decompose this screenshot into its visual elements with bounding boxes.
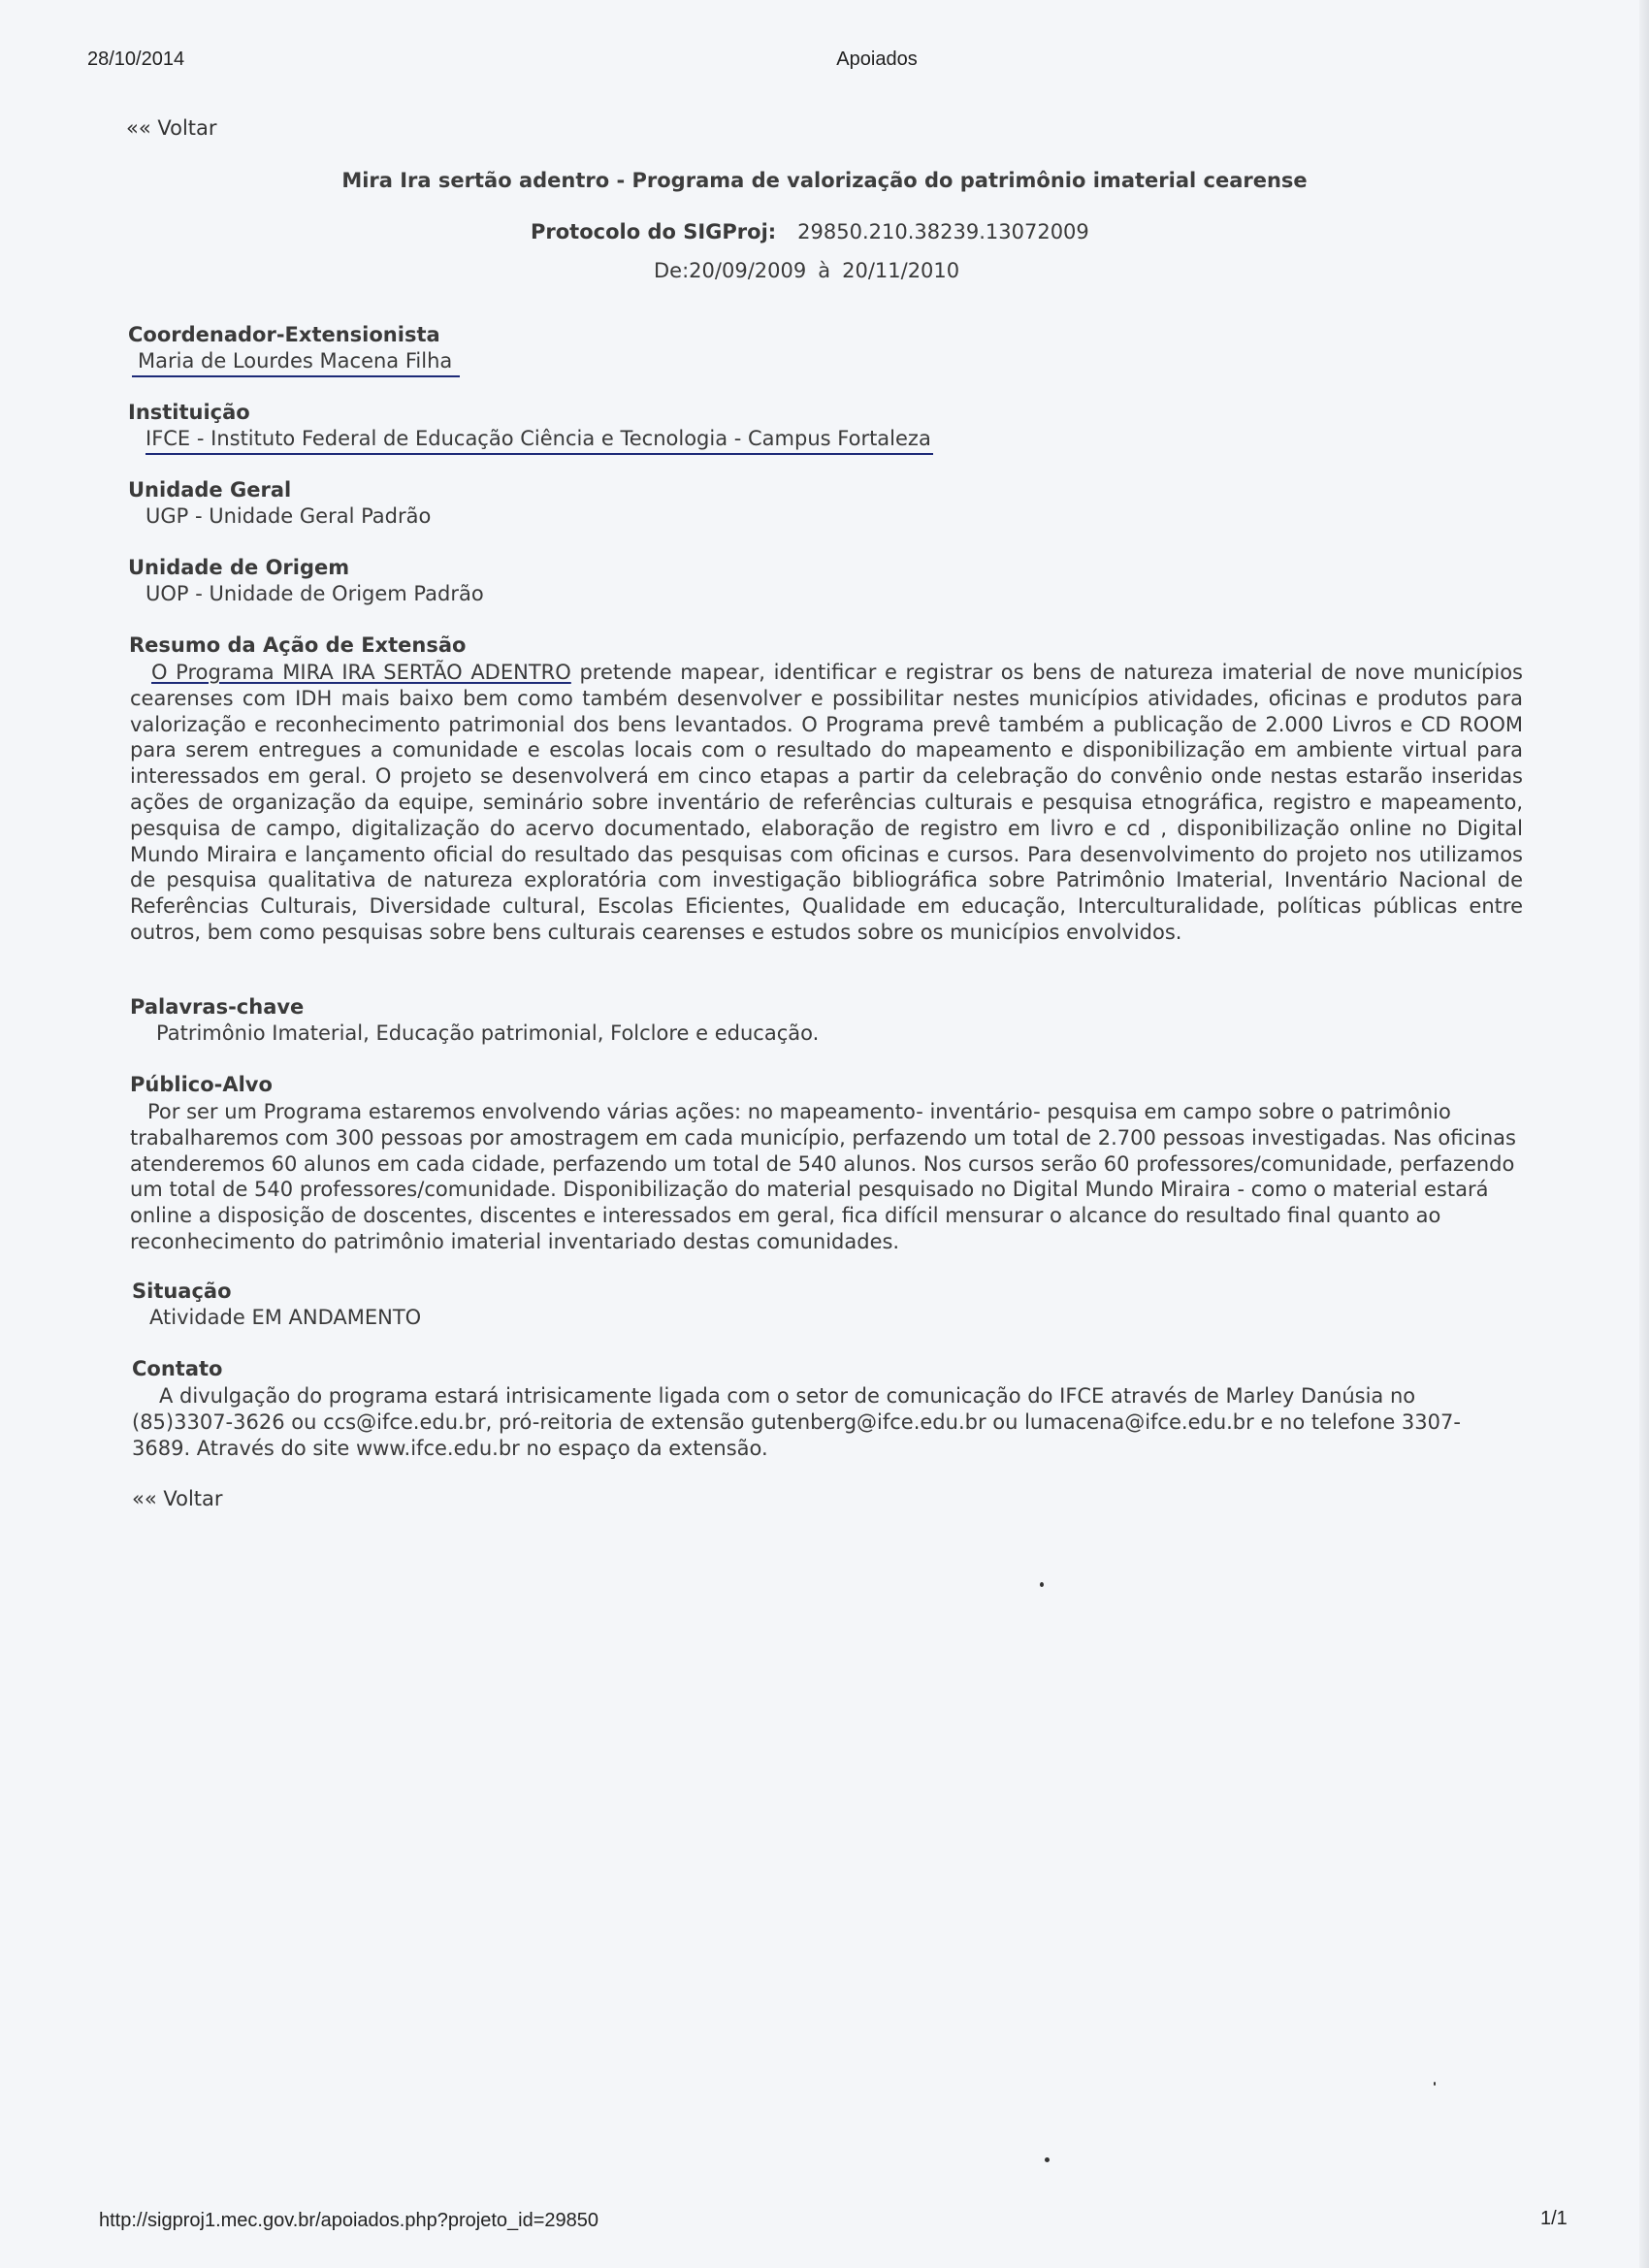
back-link-bottom[interactable]: «« Voltar [132,1487,223,1510]
period-separator: à [818,259,831,282]
instituicao-value-wrap [146,427,933,450]
resumo-lead: O Programa MIRA IRA SERTÃO ADENTRO [151,661,571,684]
protocol-value: 29850.210.38239.13072009 [797,220,1089,243]
period-start: 20/09/2009 [689,259,807,282]
print-page-number: 1/1 [1540,2208,1568,2229]
contato-label: Contato [132,1357,223,1380]
period-end: 20/11/2010 [842,259,960,282]
back-link-top[interactable]: «« Voltar [126,116,217,140]
situacao-label: Situação [132,1280,232,1303]
project-title: Mira Ira sertão adentro - Programa de valorização do patrimônio imaterial cearense [341,169,1308,192]
protocol-label: Protocolo do SIGProj: [531,220,777,243]
palavras-chave-value: Patrimônio Imaterial, Educação patrimonial, Folclore e educação. [156,1021,820,1045]
resumo-text [130,660,1523,946]
unidade-geral-label: Unidade Geral [128,478,292,502]
print-url: http://sigproj1.mec.gov.br/apoiados.php?projeto_id=29850 [99,2210,598,2231]
unidade-origem-label: Unidade de Origem [128,556,350,579]
unidade-origem-value: UOP - Unidade de Origem Padrão [146,582,484,605]
publico-alvo-text: Por ser um Programa estaremos envolvendo várias ações: no mapeamento- inventário- pesquisa em campo sobre o patrimônio trabalharemos com 300 pessoas por amostragem em cada município, perfazendo um total de 2.700 pessoas investigadas. Nas oficinas atenderemos 60 alunos em cada cidade, perfazendo um total de 540 alunos. Nos cursos serão 60 professores/comunidade, perfazendo um total de 540 professores/comunidade. Disponibilização do material pesquisado no Digital Mundo Miraira - como o material estará online a disposição de doscentes, discentes e interessados em geral, fica difícil mensurar o alcance do resultado final quanto ao reconhecimento do patrimônio imaterial inventariado destas comunidades. [130,1100,1516,1253]
paper-edge-shadow [1639,0,1649,2268]
coordenador-name: Maria de Lourdes Macena Filha [132,349,460,377]
coordenador-value [138,349,460,373]
contato-text: A divulgação do programa estará intrisicamente ligada com o setor de comunicação do IFCE através de Marley Danúsia no (85)3307-3626 ou ccs@ifce.edu.br, pró-reitoria de extensão gutenberg@ifce.edu.br ou lumacena@ifce.edu.br e no telefone 3307-3689. Através do site www.ifce.edu.br no espaço da extensão. [132,1384,1461,1460]
print-page-title: Apoiados [836,49,918,70]
scan-speck [1040,1582,1044,1587]
situacao-value: Atividade EM ANDAMENTO [149,1306,422,1329]
publico-alvo-label: Público-Alvo [130,1073,273,1096]
period-row [654,259,959,282]
palavras-chave-label: Palavras-chave [130,995,305,1019]
scan-speck [1045,2157,1050,2162]
resumo-body: pretende mapear, identificar e registrar os bens de natureza imaterial de nove municípios cearenses com IDH mais baixo bem como também desenvolver e possibilitar nestes municípios atividades, oficinas e produtos para valorização e reconhecimento patrimonial dos bens levantados. O Programa prevê também a publicação de 2.000 Livros e CD ROOM para serem entregues a comunidade e escolas locais com o resultado do mapeamento e disponibilização em ambiente virtual para interessados em geral. O projeto se desenvolverá em cinco etapas a partir da celebração do convênio onde nestas estarão inseridas ações de organização da equipe, seminário sobre inventário de referências culturais e pesquisa etnográfica, registro e mapeamento, pesquisa de campo, digitalização do acervo documentado, elaboração de registro em livro e cd , disponibilização online no Digital Mundo Miraira e lançamento oficial do resultado das pesquisas com oficinas e cursos. Para desenvolvimento do projeto nos utilizamos de pesquisa qualitativa de natureza exploratória com investigação bibliográfica sobre Patrimônio Imaterial, Inventário Nacional de Referências Culturais, Diversidade cultural, Escolas Eficientes, Qualidade em educação, Interculturalidade, políticas públicas entre outros, bem como pesquisas sobre bens culturais cearenses e estudos sobre os municípios envolvidos. [130,661,1524,944]
protocol-row [531,220,1089,243]
instituicao-label: Instituição [128,401,250,424]
instituicao-value: IFCE - Instituto Federal de Educação Ciência e Tecnologia - Campus Fortaleza [146,427,933,455]
period-prefix: De: [654,259,690,282]
unidade-geral-value: UGP - Unidade Geral Padrão [146,504,432,528]
scan-speck [1434,2082,1436,2086]
print-date: 28/10/2014 [87,49,185,70]
resumo-label: Resumo da Ação de Extensão [129,633,467,657]
coordenador-label: Coordenador-Extensionista [128,323,440,346]
